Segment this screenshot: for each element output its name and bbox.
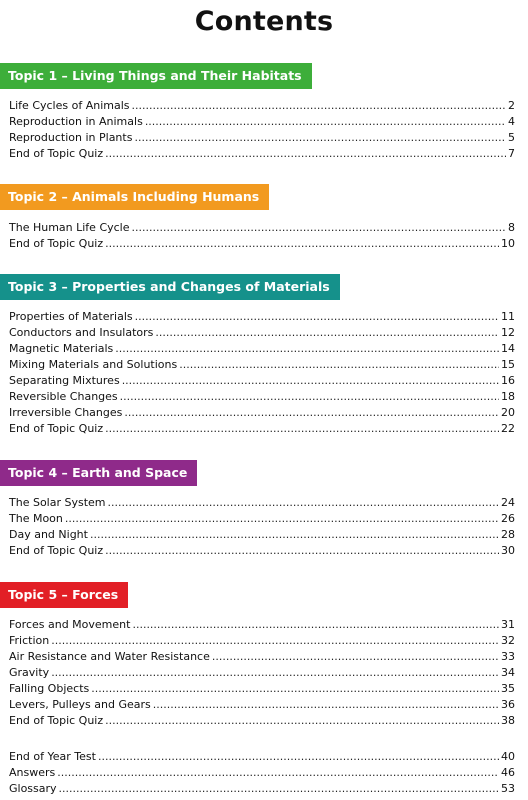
- entry-label: End of Year Test: [9, 750, 96, 763]
- dot-leader: [135, 309, 499, 325]
- entry-page: 16: [501, 374, 515, 387]
- toc-entry[interactable]: [9, 495, 515, 511]
- entry-page: 31: [501, 618, 515, 631]
- toc-entry[interactable]: [9, 697, 515, 713]
- toc-entry[interactable]: [9, 633, 515, 649]
- toc-entry[interactable]: [9, 617, 515, 633]
- dot-leader: [132, 98, 506, 114]
- entry-page: 12: [501, 326, 515, 339]
- entry-page: 10: [501, 237, 515, 250]
- dot-leader: [145, 114, 506, 130]
- toc-entry[interactable]: [9, 421, 515, 437]
- entry-page: 4: [508, 115, 515, 128]
- dot-leader: [105, 543, 499, 559]
- entry-page: 30: [501, 544, 515, 557]
- entry-label: Gravity: [9, 666, 50, 679]
- entry-page: 14: [501, 342, 515, 355]
- entry-label: Answers: [9, 766, 56, 779]
- toc-entry[interactable]: [9, 114, 515, 130]
- entry-label: The Solar System: [9, 496, 106, 509]
- dot-leader: [90, 527, 499, 543]
- toc-entry[interactable]: [9, 130, 515, 146]
- entry-page: 33: [501, 650, 515, 663]
- entry-label: The Moon: [9, 512, 63, 525]
- dot-leader: [122, 373, 499, 389]
- entry-label: End of Topic Quiz: [9, 544, 104, 557]
- topic-1-banner: Topic 1 – Living Things and Their Habitats: [0, 63, 312, 89]
- entry-page: 40: [501, 750, 515, 763]
- dot-leader: [105, 421, 499, 437]
- dot-leader: [115, 341, 499, 357]
- entry-label: Magnetic Materials: [9, 342, 114, 355]
- entry-page: 26: [501, 512, 515, 525]
- toc-entry[interactable]: [9, 98, 515, 114]
- entry-page: 8: [508, 221, 515, 234]
- topic-5-banner: Topic 5 – Forces: [0, 582, 128, 608]
- dot-leader: [134, 130, 506, 146]
- entry-label: Life Cycles of Animals: [9, 99, 130, 112]
- toc-entry[interactable]: [9, 341, 515, 357]
- page-title: Contents: [194, 6, 334, 37]
- entry-label: Reproduction in Animals: [9, 115, 143, 128]
- entry-label: Conductors and Insulators: [9, 326, 154, 339]
- entry-page: 24: [501, 496, 515, 509]
- entry-page: 2: [508, 99, 515, 112]
- dot-leader: [91, 681, 499, 697]
- dot-leader: [105, 713, 499, 729]
- toc-entry[interactable]: [9, 236, 515, 252]
- entry-page: 18: [501, 390, 515, 403]
- dot-leader: [132, 617, 499, 633]
- dot-leader: [51, 665, 499, 681]
- entry-label: Irreversible Changes: [9, 406, 123, 419]
- dot-leader: [59, 781, 499, 797]
- dot-leader: [57, 765, 499, 781]
- dot-leader: [105, 146, 506, 162]
- entry-page: 36: [501, 698, 515, 711]
- toc-entry[interactable]: [9, 373, 515, 389]
- dot-leader: [179, 357, 499, 373]
- topic-4-banner: Topic 4 – Earth and Space: [0, 460, 197, 486]
- toc-entry[interactable]: [9, 389, 515, 405]
- entry-page: 53: [501, 782, 515, 795]
- toc-entry[interactable]: [9, 357, 515, 373]
- entry-label: Reproduction in Plants: [9, 131, 133, 144]
- toc-entry[interactable]: [9, 681, 515, 697]
- dot-leader: [132, 220, 506, 236]
- toc-entry[interactable]: [9, 749, 515, 765]
- dot-leader: [212, 649, 499, 665]
- toc-entry[interactable]: [9, 511, 515, 527]
- entry-label: Reversible Changes: [9, 390, 118, 403]
- toc-entry[interactable]: [9, 665, 515, 681]
- entry-label: Mixing Materials and Solutions: [9, 358, 178, 371]
- toc-entry[interactable]: [9, 543, 515, 559]
- entry-label: Forces and Movement: [9, 618, 131, 631]
- entry-label: Air Resistance and Water Resistance: [9, 650, 210, 663]
- entry-label: End of Topic Quiz: [9, 422, 104, 435]
- dot-leader: [65, 511, 499, 527]
- dot-leader: [124, 405, 499, 421]
- toc-entry[interactable]: [9, 309, 515, 325]
- entry-page: 35: [501, 682, 515, 695]
- entry-label: Properties of Materials: [9, 310, 133, 323]
- entry-page: 20: [501, 406, 515, 419]
- entry-label: Glossary: [9, 782, 57, 795]
- entry-label: End of Topic Quiz: [9, 147, 104, 160]
- toc-entry[interactable]: [9, 325, 515, 341]
- entry-page: 38: [501, 714, 515, 727]
- entry-page: 32: [501, 634, 515, 647]
- dot-leader: [98, 749, 499, 765]
- entry-label: Friction: [9, 634, 50, 647]
- entry-label: Separating Mixtures: [9, 374, 120, 387]
- entry-page: 7: [508, 147, 515, 160]
- entry-page: 22: [501, 422, 515, 435]
- topic-3-banner: Topic 3 – Properties and Changes of Materials: [0, 274, 340, 300]
- dot-leader: [105, 236, 499, 252]
- entry-page: 15: [501, 358, 515, 371]
- entry-label: The Human Life Cycle: [9, 221, 130, 234]
- toc-entry[interactable]: [9, 765, 515, 781]
- entry-label: End of Topic Quiz: [9, 714, 104, 727]
- entry-page: 28: [501, 528, 515, 541]
- entry-label: Day and Night: [9, 528, 88, 541]
- toc-entry[interactable]: [9, 405, 515, 421]
- dot-leader: [108, 495, 499, 511]
- toc-entry[interactable]: [9, 649, 515, 665]
- toc-entry[interactable]: [9, 781, 515, 797]
- dot-leader: [120, 389, 499, 405]
- toc-entry[interactable]: [9, 220, 515, 236]
- dot-leader: [153, 697, 499, 713]
- entry-label: Levers, Pulleys and Gears: [9, 698, 151, 711]
- toc-entry[interactable]: [9, 713, 515, 729]
- topic-2-banner: Topic 2 – Animals Including Humans: [0, 184, 269, 210]
- entry-page: 46: [501, 766, 515, 779]
- entry-label: Falling Objects: [9, 682, 90, 695]
- entry-page: 34: [501, 666, 515, 679]
- dot-leader: [155, 325, 499, 341]
- toc-entry[interactable]: [9, 527, 515, 543]
- entry-page: 11: [501, 310, 515, 323]
- dot-leader: [51, 633, 499, 649]
- entry-page: 5: [508, 131, 515, 144]
- entry-label: End of Topic Quiz: [9, 237, 104, 250]
- toc-entry[interactable]: [9, 146, 515, 162]
